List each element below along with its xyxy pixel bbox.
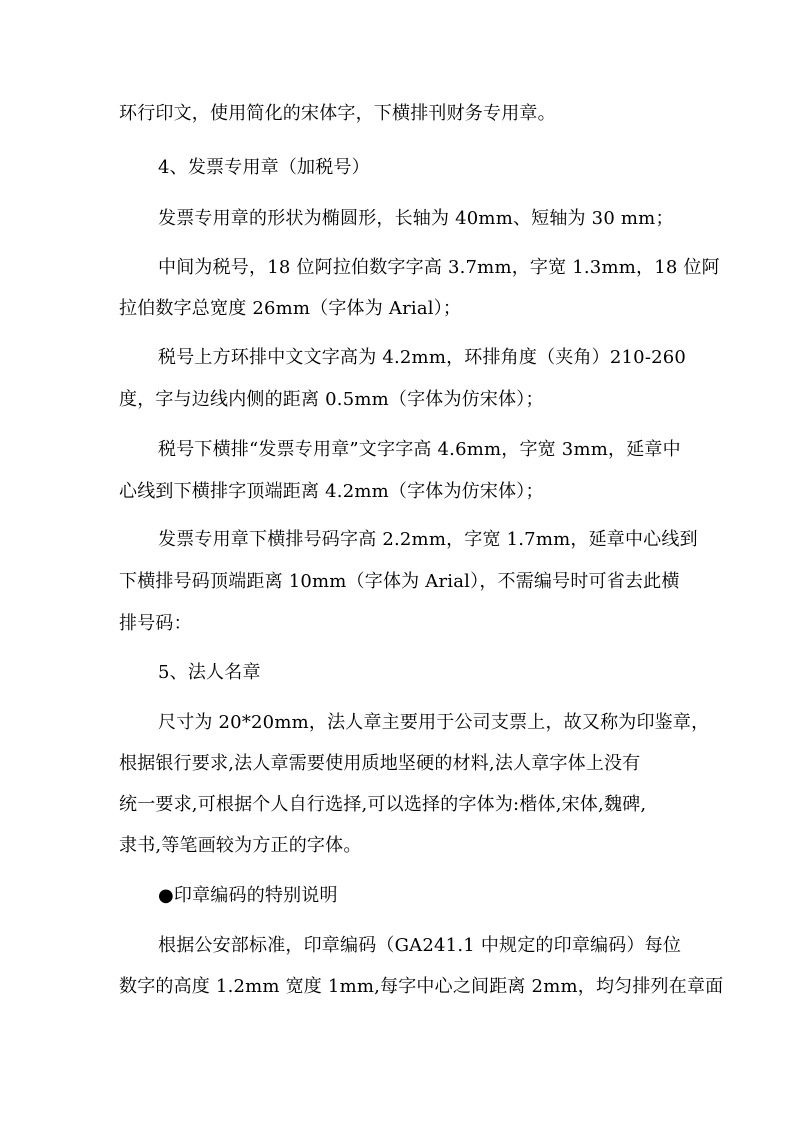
section-heading-invoice-seal: 4、发票专用章（加税号）: [158, 157, 370, 178]
paragraph-line-14: 尺寸为 20*20mm，法人章主要用于公司支票上，故又称为印鉴章，: [158, 712, 710, 733]
paragraph-line-1: 环行印文，使用简化的宋体字，下横排刊财务专用章。: [119, 103, 556, 124]
paragraph-line-7: 度，字与边线内侧的距离 0.5mm（字体为仿宋体）；: [119, 389, 544, 410]
paragraph-line-9: 心线到下横排字顶端距离 4.2mm（字体为仿宋体）；: [119, 481, 544, 502]
section-heading-legal-person-seal: 5、法人名章: [158, 662, 261, 683]
paragraph-line-5: 拉伯数字总宽度 26mm（字体为 Arial）；: [119, 298, 462, 319]
paragraph-line-6: 税号上方环排中文文字高为 4.2mm，环排角度（夹角）210-260: [158, 347, 687, 368]
paragraph-line-8: 税号下横排“发票专用章”文字字高 4.6mm，字宽 3mm，延章中: [158, 439, 681, 460]
paragraph-line-15: 根据银行要求,法人章需要使用质地坚硬的材料,法人章字体上没有: [119, 753, 641, 774]
paragraph-line-11: 下横排号码顶端距离 10mm（字体为 Arial），不需编号时可省去此横: [119, 571, 680, 592]
paragraph-line-10: 发票专用章下横排号码字高 2.2mm，字宽 1.7mm，延章中心线到: [158, 529, 698, 550]
paragraph-line-12: 排号码：: [119, 613, 192, 634]
paragraph-line-4: 中间为税号，18 位阿拉伯数字字高 3.7mm，字宽 1.3mm，18 位阿: [158, 257, 720, 278]
paragraph-line-16: 统一要求,可根据个人自行选择,可以选择的字体为:楷体,宋体,魏碑,: [119, 794, 647, 815]
paragraph-line-19: 根据公安部标准，印章编码（GA241.1 中规定的印章编码）每位: [158, 935, 682, 956]
paragraph-line-20: 数字的高度 1.2mm 宽度 1mm,每字中心之间距离 2mm，均匀排列在章面: [119, 976, 724, 997]
paragraph-line-17: 隶书,等笔画较为方正的字体。: [119, 835, 362, 856]
section-heading-seal-code-note: ●印章编码的特别说明: [158, 885, 338, 906]
paragraph-line-3: 发票专用章的形状为椭圆形，长轴为 40mm、短轴为 30 mm；: [158, 208, 674, 229]
